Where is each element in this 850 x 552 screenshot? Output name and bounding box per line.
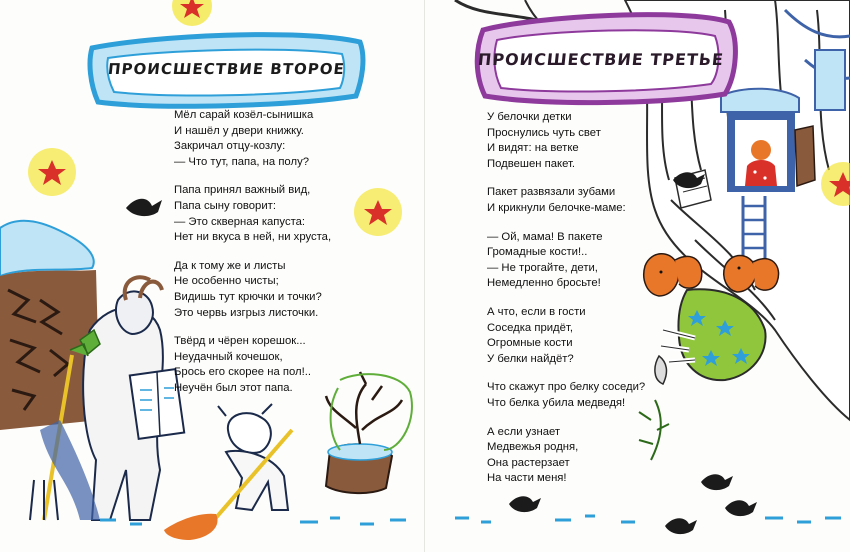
poem-line: Твёрд и чёрен корешок... (174, 335, 306, 348)
star-glow-middle (354, 188, 402, 236)
poem-line: Соседка придёт, (487, 321, 573, 334)
poem-line: Да к тому же и листы (174, 259, 286, 272)
poem-line: Огромные кости (487, 337, 573, 350)
poem-line: Это червь изгрыз листочки. (174, 306, 319, 319)
poem-line: Нет ни вкуса в ней, ни хруста, (174, 231, 332, 244)
poem-line: Она растерзает (487, 456, 570, 469)
star-glow-left (28, 148, 76, 196)
poem-line: А если узнает (487, 425, 561, 438)
poem-line: А что, если в гости (487, 305, 586, 318)
poem-line: Неучён был этот папа. (174, 381, 293, 394)
poem-line: — Что тут, папа, на полу? (174, 155, 309, 168)
poem-line: Не особенно чисты; (174, 275, 279, 288)
poem-line: У белочки детки (487, 111, 572, 123)
poem-line: Медвежья родня, (487, 441, 579, 454)
poem-line: Папа принял важный вид, (174, 184, 311, 197)
poem-line: Закричал отцу-козлу: (174, 140, 286, 153)
banner-heading-left (95, 38, 357, 100)
poem-line: — Ой, мама! В пакете (487, 230, 603, 243)
poem-right (487, 110, 645, 487)
poem-line: Видишь тут крючки и точки? (174, 290, 322, 303)
poem-line: Папа сыну говорит: (174, 199, 276, 212)
right-page (425, 0, 850, 552)
poem-line: Что скажут про белку соседи? (487, 381, 646, 394)
star-glow-top (172, 0, 212, 26)
poem-line: — Это скверная капуста: (174, 215, 306, 228)
poem-line: И крикнули белочке-маме: (487, 201, 626, 214)
tree-stump-illustration (326, 372, 412, 493)
banner-heading-right (478, 26, 724, 92)
poem-line: Проснулись чуть свет (487, 126, 601, 139)
poem-line: Немедленно бросьте! (487, 277, 601, 290)
poem-line: — Не трогайте, дети, (487, 261, 598, 274)
poem-line: Подвешен пакет. (487, 157, 576, 170)
snow-ground-right (455, 516, 841, 522)
poem-line: И видят: на ветке (487, 142, 579, 155)
poem-left (174, 108, 331, 397)
bird-illustration (126, 199, 162, 216)
poem-line: Брось его скорее на пол!.. (174, 366, 312, 379)
poem-line: Мёл сарай козёл-сынишка (174, 109, 314, 121)
poem-line: Пакет развязали зубами (487, 186, 616, 199)
poem-line: На части меня! (487, 472, 567, 485)
heading-left: ПРОИСШЕСТВИЕ ВТОРОЕ (106, 60, 346, 78)
heading-right: ПРОИСШЕСТВИЕ ТРЕТЬЕ (477, 49, 725, 69)
poem-line: У белки найдёт? (487, 352, 574, 365)
poem-line: Неудачный кочешок, (174, 350, 283, 363)
poem-line: И нашёл у двери книжку. (174, 124, 304, 137)
poem-line: Что белка убила медведя! (487, 396, 626, 409)
poem-line: Громадные кости!.. (487, 246, 588, 259)
